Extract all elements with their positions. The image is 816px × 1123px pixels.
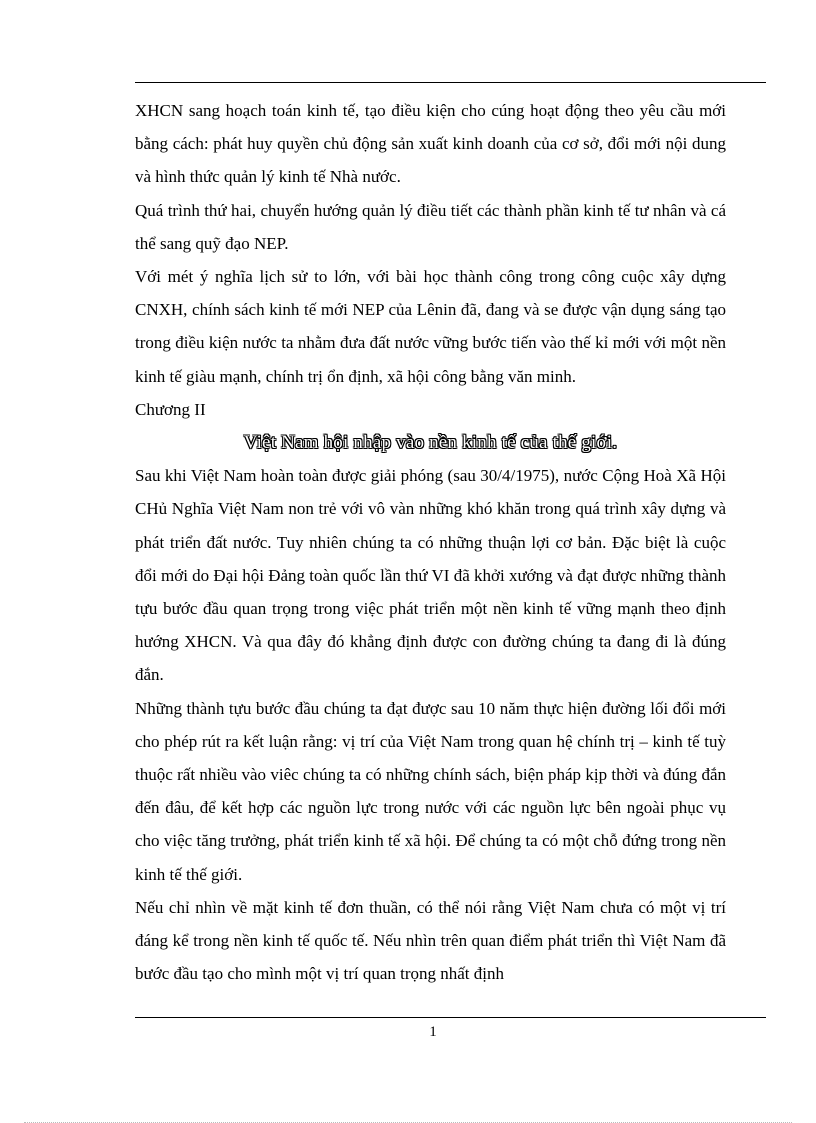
paragraph: Với mét ý nghĩa lịch sử to lớn, với bài học thành công trong công cuộc xây dựng CNXH, chính sách kinh tế mới NEP của Lênin đã, đang và se được vận dụng sáng tạo trong điều kiện nước ta nhằm đưa đất nước vững bước tiến vào thế kỉ mới với một nền kinh tế giàu mạnh, chính trị ổn định, xã hội công bằng văn minh. [135,267,726,386]
page-number: 1 [429,1024,437,1040]
paragraph: Nếu chỉ nhìn về mặt kinh tế đơn thuần, có thể nói rằng Việt Nam chưa có một vị trí đáng kể trong nền kinh tế quốc tế. Nếu nhìn trên quan điểm phát triển thì Việt Nam đã bước đầu tạo cho mình một vị trí quan trọng nhất định [135,897,726,984]
paragraph: Quá trình thứ hai, chuyển hướng quản lý điều tiết các thành phần kinh tế tư nhân và cá thể sang quỹ đạo NEP. [135,200,726,253]
section-title: Việt Nam hội nhập vào nền kinh tế của thế giới. [243,432,618,454]
footer-rule [135,1017,766,1018]
paragraph: Sau khi Việt Nam hoàn toàn được giải phóng (sau 30/4/1975), nước Cộng Hoà Xã Hội CHủ Nghĩa Việt Nam non trẻ với vô vàn những khó khăn trong quá trình xây dựng và phát triển đất nước. Tuy nhiên chúng ta có những thuận lợi cơ bản. Đặc biệt là cuộc đổi mới do Đại hội Đảng toàn quốc lần thứ VI đã khởi xướng và đạt được những thành tựu bước đầu quan trọng trong việc phát triển một nền kinh tế vững mạnh theo định hướng XHCN. Và qua đây đó khẳng định được con đường chúng ta đang đi là đúng đắn. [135,466,726,685]
chapter-heading: Chương II [135,399,206,419]
paragraph: XHCN sang hoạch toán kinh tế, tạo điều kiện cho cúng hoạt động theo yêu cầu mới bằng cách: phát huy quyền chủ động sản xuất kinh doanh của cơ sở, đổi mới nội dung và hình thức quản lý kinh tế Nhà nước. [135,101,726,187]
paragraph: Những thành tựu bước đầu chúng ta đạt được sau 10 năm thực hiện đường lối đổi mới cho phép rút ra kết luận rằng: vị trí của Việt Nam trong quan hệ chính trị – kinh tế tuỳ thuộc rất nhiều vào viêc chúng ta có những chính sách, biện pháp kịp thời và đúng đắn đến đâu, để kết hợp các nguồn lực trong nước với các nguồn lực bên ngoài phục vụ cho việc tăng trưởng, phát triển kinh tế xã hội. Để chúng ta có một chỗ đứng trong nền kinh tế thế giới. [135,698,726,884]
document-body [135,94,726,990]
header-rule [135,82,766,83]
